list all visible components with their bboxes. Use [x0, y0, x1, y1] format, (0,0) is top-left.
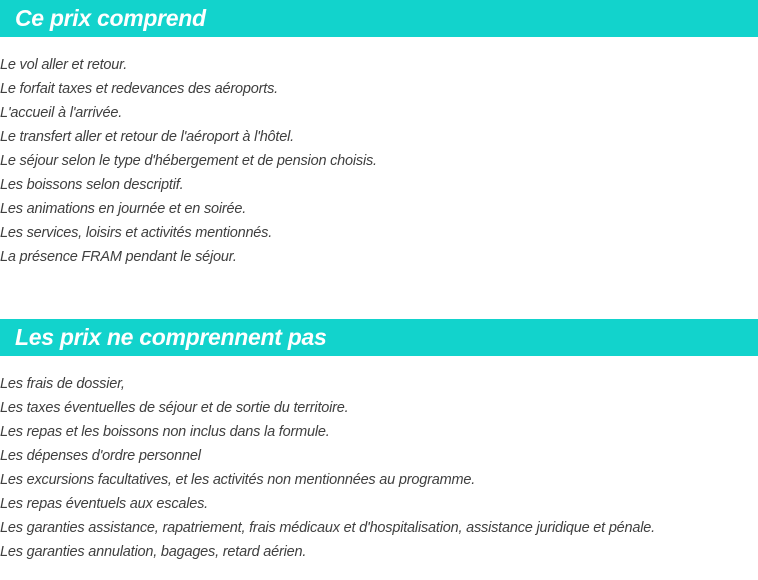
included-item: Les services, loisirs et activités mentionnés. [0, 225, 273, 241]
included-item: Les boissons selon descriptif. [0, 177, 184, 193]
included-item: Les animations en journée et en soirée. [0, 201, 247, 217]
included-items-list [0, 53, 377, 269]
excluded-item: Les frais de dossier, [0, 376, 125, 392]
excluded-items-list [0, 372, 655, 564]
included-item: Le forfait taxes et redevances des aéroports. [0, 81, 278, 97]
excluded-section-title: Les prix ne comprennent pas [0, 319, 758, 356]
included-item: Le séjour selon le type d'hébergement et de pension choisis. [0, 153, 377, 169]
excluded-item: Les dépenses d'ordre personnel [0, 448, 201, 464]
included-item: Le vol aller et retour. [0, 57, 128, 73]
excluded-item: Les repas et les boissons non inclus dans la formule. [0, 424, 330, 440]
excluded-item: Les garanties annulation, bagages, retard aérien. [0, 544, 307, 560]
included-item: L'accueil à l'arrivée. [0, 105, 123, 121]
excluded-item: Les excursions facultatives, et les activités non mentionnées au programme. [0, 472, 476, 488]
included-section-title: Ce prix comprend [0, 0, 758, 37]
excluded-item: Les repas éventuels aux escales. [0, 496, 209, 512]
included-item: Le transfert aller et retour de l'aéroport à l'hôtel. [0, 129, 294, 145]
excluded-item: Les garanties assistance, rapatriement, frais médicaux et d'hospitalisation, assistance juridique et pénale. [0, 520, 655, 536]
excluded-item: Les taxes éventuelles de séjour et de sortie du territoire. [0, 400, 349, 416]
included-item: La présence FRAM pendant le séjour. [0, 249, 237, 265]
